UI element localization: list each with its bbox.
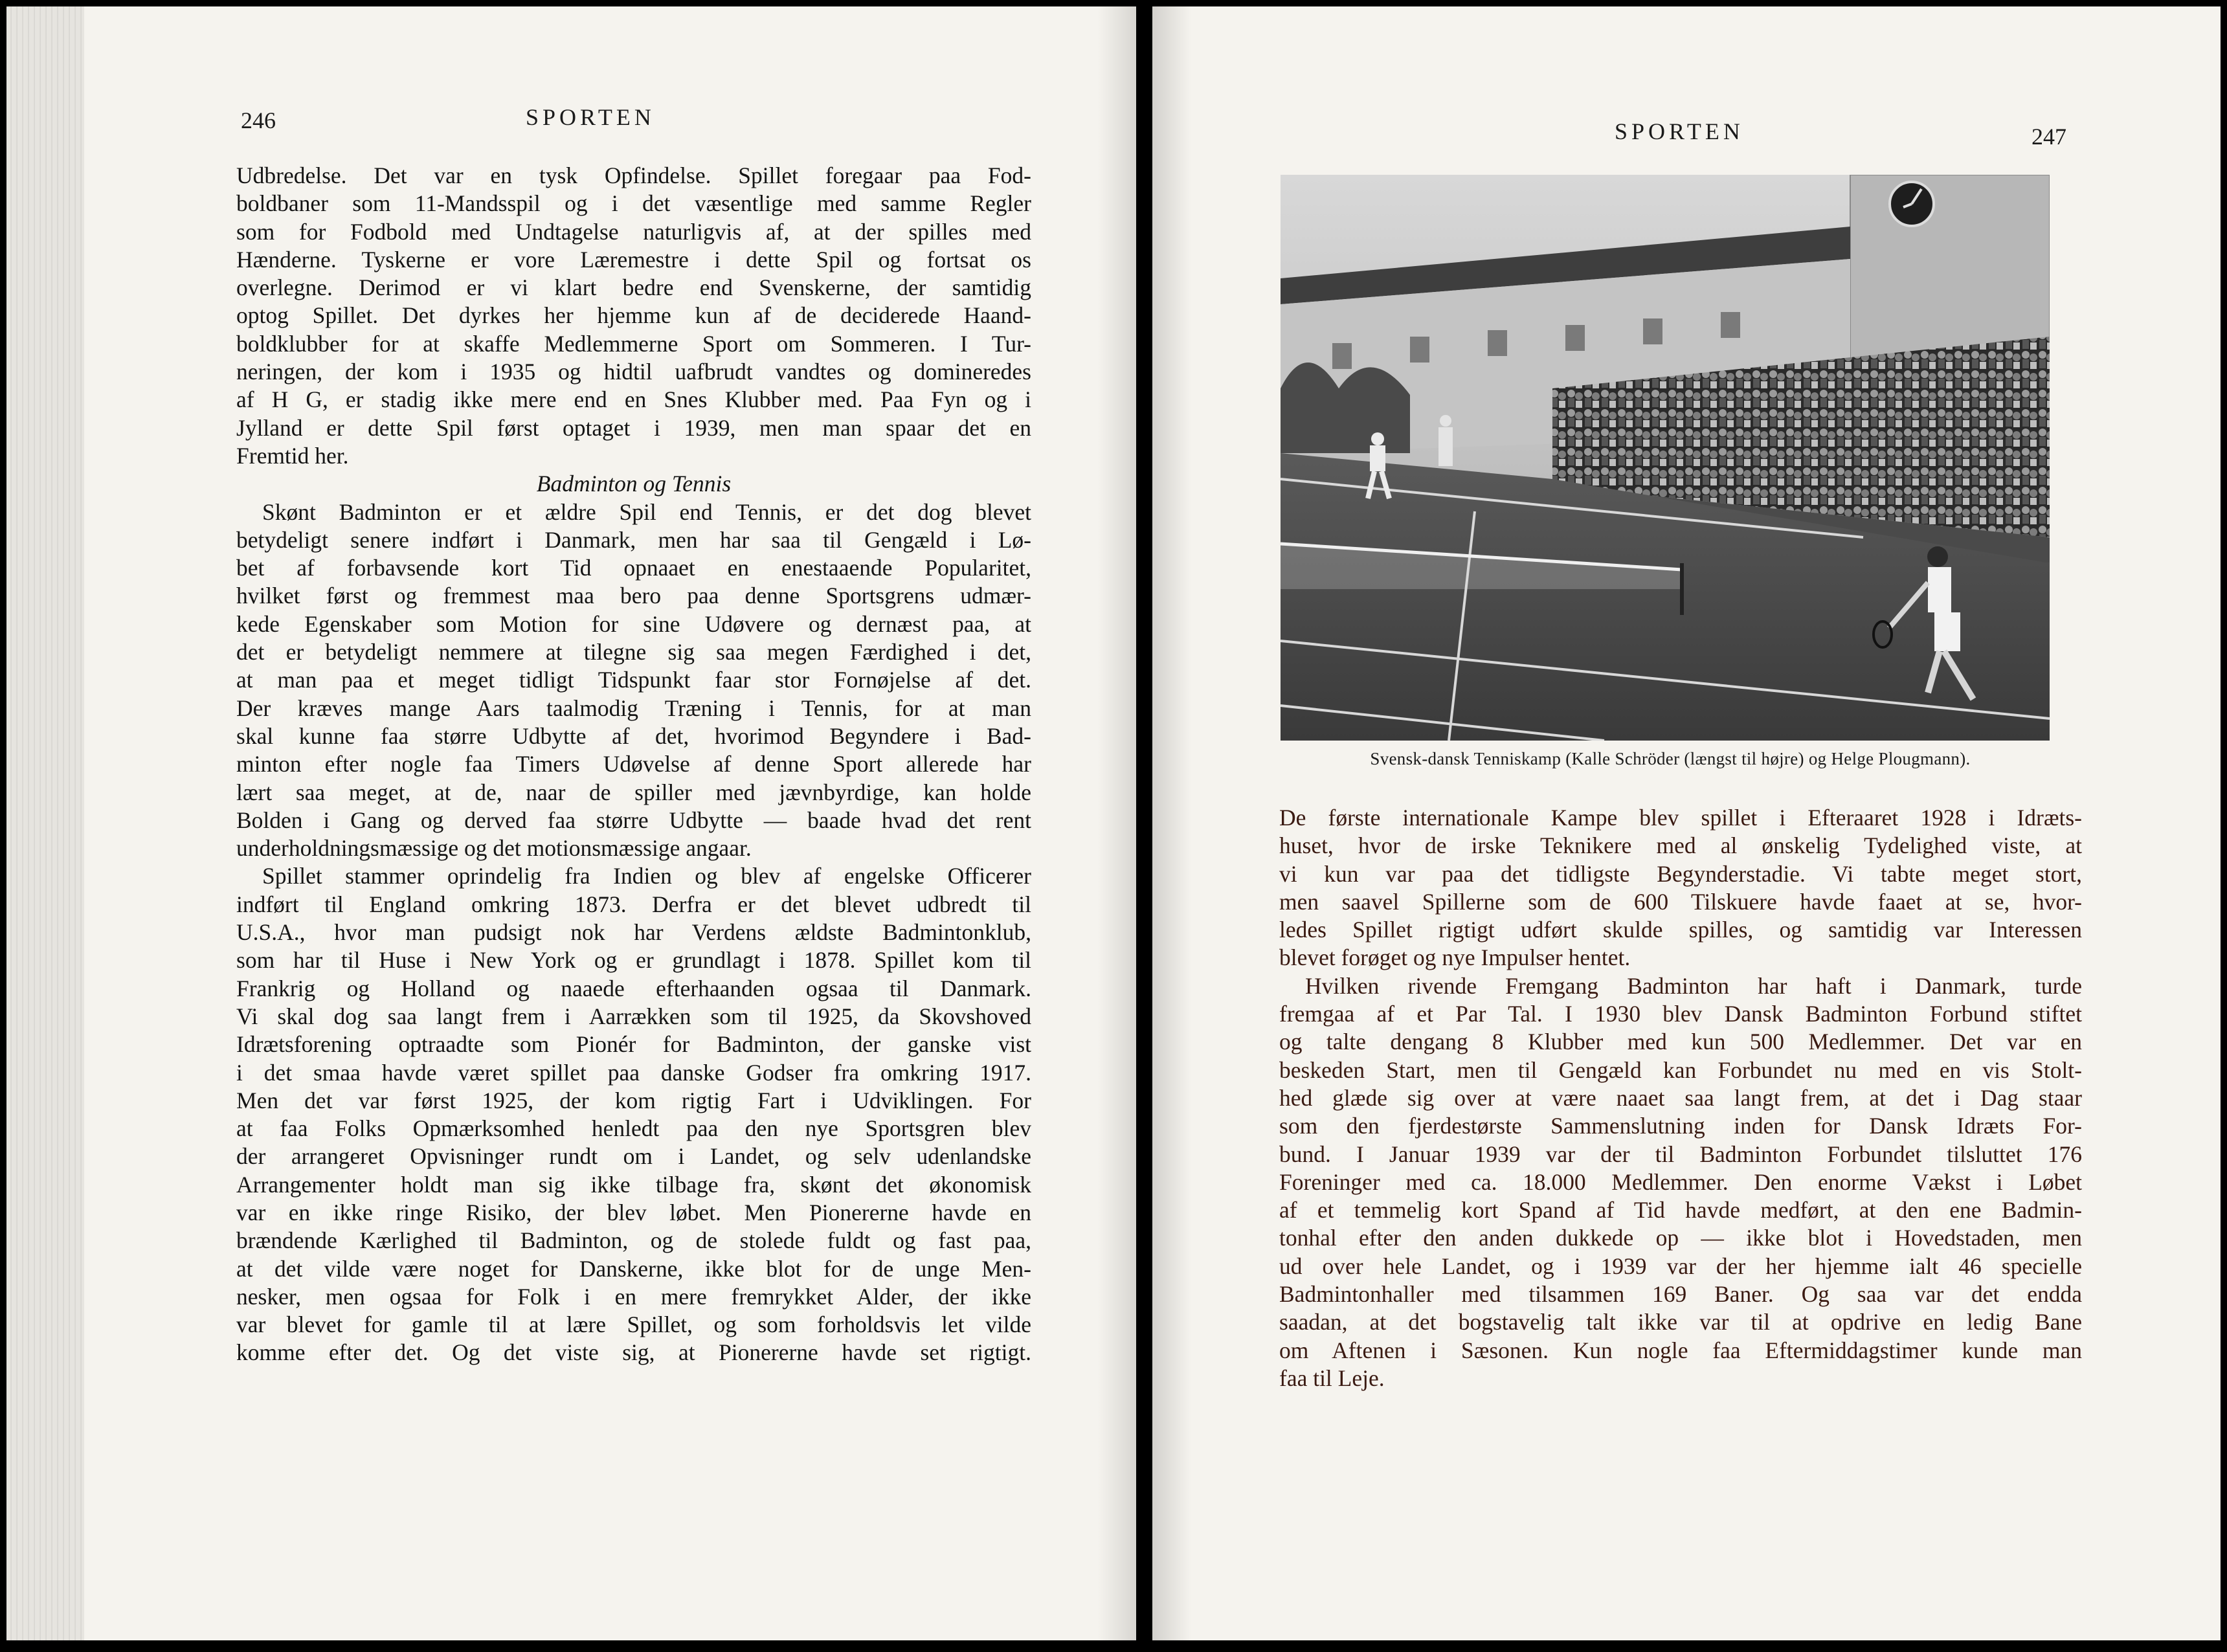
tennis-match-photo (1281, 175, 2050, 741)
text-line: Bolden i Gang og derved faa større Udbytte — baade hvad det rent (236, 807, 1031, 833)
text-line: fremgaa af et Par Tal. I 1930 blev Dansk Badminton Forbund stiftet (1279, 1001, 2082, 1027)
photo-caption: Svensk-dansk Tenniskamp (Kalle Schröder (længst til højre) og Helge Plougmann). (1370, 749, 1971, 768)
text-line: Hvilken rivende Fremgang Badminton har haft i Danmark, turde (1305, 972, 2082, 999)
text-line: i det smaa havde været spillet paa danske Godser fra omkring 1917. (236, 1059, 1031, 1086)
text-line: minton efter nogle faa Timers Udøvelse af denne Sport allerede har (236, 751, 1031, 777)
text-line: boldbaner som 11-Mandsspil og i det væsentlige med samme Regler (236, 190, 1031, 217)
text-line: Men det var først 1925, der kom rigtig Fart i Udviklingen. For (236, 1087, 1031, 1113)
text-line: komme efter det. Og det viste sig, at Pionererne havde set rigtigt. (236, 1339, 1031, 1366)
page-edges (6, 6, 84, 1640)
text-line: Idrætsforening optraadte som Pionér for Badminton, der ganske vist (236, 1031, 1031, 1058)
gutter-shadow (1152, 6, 1191, 1640)
text-line: faa til Leje. (1279, 1365, 1385, 1391)
text-line: Badmintonhaller med tilsammen 169 Baner. Og saa var det endda (1279, 1281, 2082, 1308)
text-line: betydeligt senere indført i Danmark, men har saa til Gengæld i Lø- (236, 526, 1031, 553)
text-line: neringen, der kom i 1935 og hidtil uafbrudt vandtes og domineredes (236, 359, 1031, 385)
text-line: hvilket først og fremmest maa bero paa denne Sportsgrens udmær- (236, 583, 1031, 609)
text-line: kede Egenskaber som Motion for sine Udøvere og dernæst paa, at (236, 610, 1031, 637)
text-line: ledes Spillet rigtigt udført skulde spilles, og samtidig var Interessen (1279, 917, 2082, 943)
text-line: af et temmelig kort Spand af Tid havde medført, at den ene Badmin- (1279, 1197, 2082, 1223)
left-running-title: SPORTEN (526, 104, 655, 130)
text-line: Frankrig og Holland og naaede efterhaanden ogsaa til Danmark. (236, 975, 1031, 1001)
right-running-title: SPORTEN (1615, 118, 1744, 144)
text-line: beskeden Start, men til Gengæld kan Forbundet nu med en vis Stolt- (1279, 1056, 2082, 1083)
text-line: var blevet for gamle til at lære Spillet, og som forholdsvis let vilde (236, 1312, 1031, 1338)
text-line: overlegne. Derimod er vi klart bedre end Svenskerne, der samtidig (236, 274, 1031, 301)
text-line: hed glæde sig over at være naaet saa langt frem, at det i Dag staar (1279, 1084, 2082, 1111)
left-page-number: 246 (241, 107, 276, 133)
text-line: De første internationale Kampe blev spillet i Efteraaret 1928 i Idræts- (1279, 805, 2082, 831)
text-line: vi kun var paa det tidligste Begynderstadie. Vi tabte meget stort, (1279, 860, 2082, 887)
text-line: som har til Huse i New York og er grundlagt i 1878. Spillet kom til (236, 947, 1031, 974)
text-line: underholdningsmæssige og det motionsmæssige angaar. (236, 835, 752, 862)
text-line: af H G, er stadig ikke mere end en Snes Klubber med. Paa Fyn og i (236, 386, 1031, 413)
text-line: brændende Kærlighed til Badminton, og de stolede fuldt og fast paa, (236, 1227, 1031, 1254)
text-line: Fremtid her. (236, 442, 349, 469)
text-line: det er betydeligt nemmere at tilegne sig saa megen Færdighed i det, (236, 639, 1031, 665)
text-line: Der kræves mange Aars taalmodig Træning i Tennis, for at man (236, 695, 1031, 721)
text-line: var en ikke ringe Risiko, der blev løbet. Men Pionererne havde en (236, 1199, 1031, 1225)
text-line: boldklubber for at skaffe Medlemmerne Sport om Sommeren. I Tur- (236, 330, 1031, 357)
text-line: Vi skal dog saa langt frem i Aarrækken som til 1925, da Skovshoved (236, 1003, 1031, 1029)
text-line: at man paa et meget tidligt Tidspunkt faar stor Fornøjelse af det. (236, 667, 1031, 693)
text-line: som den fjerdestørste Sammenslutning inden for Dansk Idræts For- (1279, 1113, 2082, 1139)
text-line: saadan, at det bogstavelig talt ikke var til at opdrive en ledig Bane (1279, 1309, 2082, 1335)
section-heading: Badminton og Tennis (536, 471, 732, 497)
text-line: indført til England omkring 1873. Derfra er det blevet udbredt til (236, 891, 1031, 917)
gutter-shadow (1097, 6, 1136, 1640)
text-line: skal kunne faa større Udbytte af det, hvorimod Begyndere i Bad- (236, 722, 1031, 749)
text-line: Udbredelse. Det var en tysk Opfindelse. Spillet foregaar paa Fod- (236, 162, 1031, 188)
text-line: der arrangeret Opvisninger rundt om i Landet, og selv udenlandske (236, 1143, 1031, 1170)
right-page-number: 247 (2031, 124, 2066, 150)
text-line: Hænderne. Tyskerne er vore Læremestre i dette Spil og fortsat os (236, 246, 1031, 273)
text-line: Foreninger med ca. 18.000 Medlemmer. Den enorme Vækst i Løbet (1279, 1168, 2082, 1195)
text-line: og talte dengang 8 Klubber med kun 500 Medlemmer. Det var en (1279, 1029, 2082, 1055)
text-line: som for Fodbold med Undtagelse naturligvis af, at der spilles med (236, 218, 1031, 245)
text-line: nesker, men ogsaa for Folk i en mere fremrykket Alder, der ikke (236, 1283, 1031, 1310)
text-line: optog Spillet. Det dyrkes her hjemme kun af de deciderede Haand- (236, 302, 1031, 329)
text-line: Spillet stammer oprindelig fra Indien og blev af engelske Officerer (262, 863, 1031, 889)
text-line: bund. I Januar 1939 var der til Badminton Forbundet tilsluttet 176 (1279, 1141, 2082, 1167)
text-line: at det vilde være noget for Danskerne, ikke blot for de unge Men- (236, 1255, 1031, 1282)
text-line: at faa Folks Opmærksomhed henledt paa den nye Sportsgren blev (236, 1115, 1031, 1142)
text-line: huset, hvor de irske Teknikere med al ønskelig Tydelighed viste, at (1279, 832, 2082, 859)
right-body-text (1279, 804, 2082, 1392)
text-line: tonhal efter den anden dukkede op — ikke blot i Hovedstaden, men (1279, 1225, 2082, 1251)
text-line: Skønt Badminton er et ældre Spil end Tennis, er det dog blevet (262, 498, 1031, 525)
text-line: blevet forøget og nye Impulser hentet. (1279, 944, 1631, 971)
text-line: lært saa meget, at de, naar de spiller med jævnbyrdige, kan holde (236, 779, 1031, 805)
text-line: bet af forbavsende kort Tid opnaaet en enestaaende Popularitet, (236, 555, 1031, 581)
text-line: ud over hele Landet, og i 1939 var der her hjemme ialt 46 specielle (1279, 1253, 2082, 1279)
text-line: om Aftenen i Sæsonen. Kun nogle faa Eftermiddagstimer kunde man (1279, 1337, 2082, 1363)
text-line: U.S.A., hvor man pudsigt nok har Verdens ældste Badmintonklub, (236, 919, 1031, 946)
left-body-text (236, 162, 1031, 1367)
text-line: Jylland er dette Spil først optaget i 1939, men man spaar det en (236, 414, 1031, 441)
text-line: Arrangementer holdt man sig ikke tilbage fra, skønt det økonomisk (236, 1171, 1031, 1198)
text-line: men saavel Spillerne som de 600 Tilskuere havde faaet at se, hvor- (1279, 888, 2082, 915)
